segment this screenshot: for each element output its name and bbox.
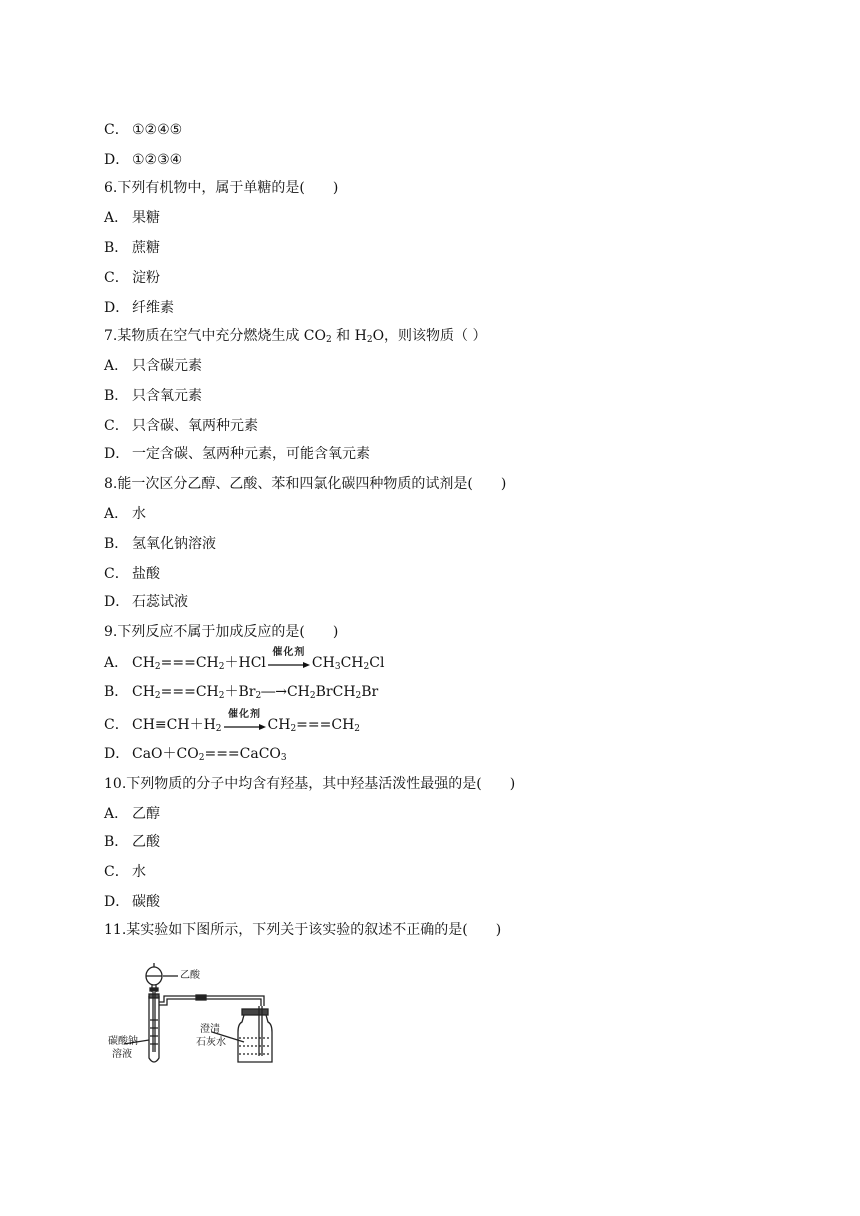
option-text: 乙酸 [132, 834, 160, 850]
answer-option [104, 443, 370, 465]
option-text: $CH\equiv CH+H_2$ 催化剂 $CH_2===CH_2$ [132, 709, 361, 734]
catalyst-arrow-icon [267, 647, 311, 671]
question-stem: 10.下列物质的分子中均含有羟基，其中羟基活泼性最强的是( ) [104, 776, 516, 792]
tube-label-line2: 溶液 [112, 1049, 132, 1060]
catalyst-label: 催化剂 [272, 647, 306, 658]
test-tube [149, 996, 159, 1062]
option-letter: A． [104, 210, 129, 226]
option-letter: A． [104, 655, 129, 671]
option-text: 水 [132, 506, 146, 522]
answer-option [104, 743, 287, 765]
tube-label-line1: 碳酸钠 [108, 1036, 138, 1047]
question-stem: 7.某物质在空气中充分燃烧生成 $CO_2$ 和 $H_2O$，则该物质（ ） [104, 328, 487, 345]
answer-option [104, 891, 160, 913]
catalyst-label: 催化剂 [228, 709, 262, 720]
answer-option [104, 355, 202, 377]
answer-option [104, 237, 160, 259]
option-letter: A． [104, 506, 129, 522]
question-text [104, 473, 506, 495]
catalyst-arrow-icon [223, 709, 267, 733]
option-letter: C． [104, 418, 129, 434]
option-letter: D． [104, 594, 130, 610]
answer-option [104, 503, 146, 525]
answer-option [104, 647, 385, 673]
option-letter: B． [104, 536, 129, 552]
option-letter: D． [104, 746, 130, 762]
answer-option [104, 533, 216, 555]
question-text [104, 177, 338, 199]
answer-option [104, 385, 202, 407]
option-letter: C． [104, 717, 129, 733]
answer-option [104, 803, 160, 825]
option-letter: B． [104, 834, 129, 850]
option-text: $CaO+CO_2===CaCO_3$ [132, 746, 287, 763]
funnel-label: 乙酸 [180, 970, 200, 981]
option-letter: A． [104, 806, 129, 822]
option-letter: C． [104, 566, 129, 582]
option-letter: D． [104, 894, 130, 910]
option-text: 只含碳元素 [132, 358, 202, 374]
answer-option [104, 119, 182, 141]
question-text [104, 919, 501, 941]
option-text: ①②④⑤ [132, 122, 183, 138]
option-letter: B． [104, 388, 129, 404]
answer-option [104, 591, 188, 613]
option-text: 果糖 [132, 210, 160, 226]
question-stem: 6.下列有机物中，属于单糖的是( ) [104, 180, 339, 196]
answer-option [104, 681, 378, 703]
question-stem: 9.下列反应不属于加成反应的是( ) [104, 624, 339, 640]
option-text: $CH_2===CH_2+Br_2―\to CH_2BrCH_2Br$ [132, 684, 379, 701]
option-text: $CH_2===CH_2+HCl$ 催化剂 $CH_3CH_2Cl$ [132, 647, 385, 672]
option-letter: D． [104, 152, 130, 168]
option-text: 水 [132, 864, 146, 880]
answer-option [104, 297, 174, 319]
question-stem: 8.能一次区分乙醇、乙酸、苯和四氯化碳四种物质的试剂是( ) [104, 476, 507, 492]
delivery-tube [159, 996, 264, 1006]
option-letter: D． [104, 300, 130, 316]
answer-option [104, 563, 160, 585]
option-letter: D． [104, 446, 130, 462]
option-text: 只含氧元素 [132, 388, 202, 404]
option-letter: C． [104, 270, 129, 286]
option-text: 碳酸 [132, 894, 160, 910]
question-text [104, 325, 487, 347]
answer-option [104, 415, 258, 437]
option-text: 蔗糖 [132, 240, 160, 256]
option-text: 只含碳、氧两种元素 [132, 418, 258, 434]
answer-option [104, 267, 160, 289]
answer-option [104, 831, 160, 853]
option-text: 淀粉 [132, 270, 160, 286]
question-text [104, 773, 515, 795]
option-letter: C． [104, 122, 129, 138]
answer-option [104, 207, 160, 229]
option-text: 石蕊试液 [132, 594, 188, 610]
option-letter: A． [104, 358, 129, 374]
answer-option [104, 861, 146, 883]
option-letter: B． [104, 240, 129, 256]
experiment-apparatus-figure [104, 962, 284, 1072]
option-letter: C． [104, 864, 129, 880]
option-text: 乙醇 [132, 806, 160, 822]
option-text: 氢氧化钠溶液 [132, 536, 216, 552]
answer-option [104, 709, 361, 735]
question-text [104, 621, 338, 643]
option-text: 纤维素 [132, 300, 174, 316]
question-stem: 11.某实验如下图所示，下列关于该实验的叙述不正确的是( ) [104, 922, 502, 938]
option-text: ①②③④ [132, 152, 183, 168]
option-letter: B． [104, 684, 129, 700]
answer-option [104, 149, 182, 171]
option-text: 一定含碳、氢两种元素，可能含氧元素 [132, 446, 370, 462]
bottle-label-line2: 石灰水 [196, 1037, 226, 1048]
option-text: 盐酸 [132, 566, 160, 582]
bottle-label-line1: 澄清 [200, 1024, 220, 1035]
